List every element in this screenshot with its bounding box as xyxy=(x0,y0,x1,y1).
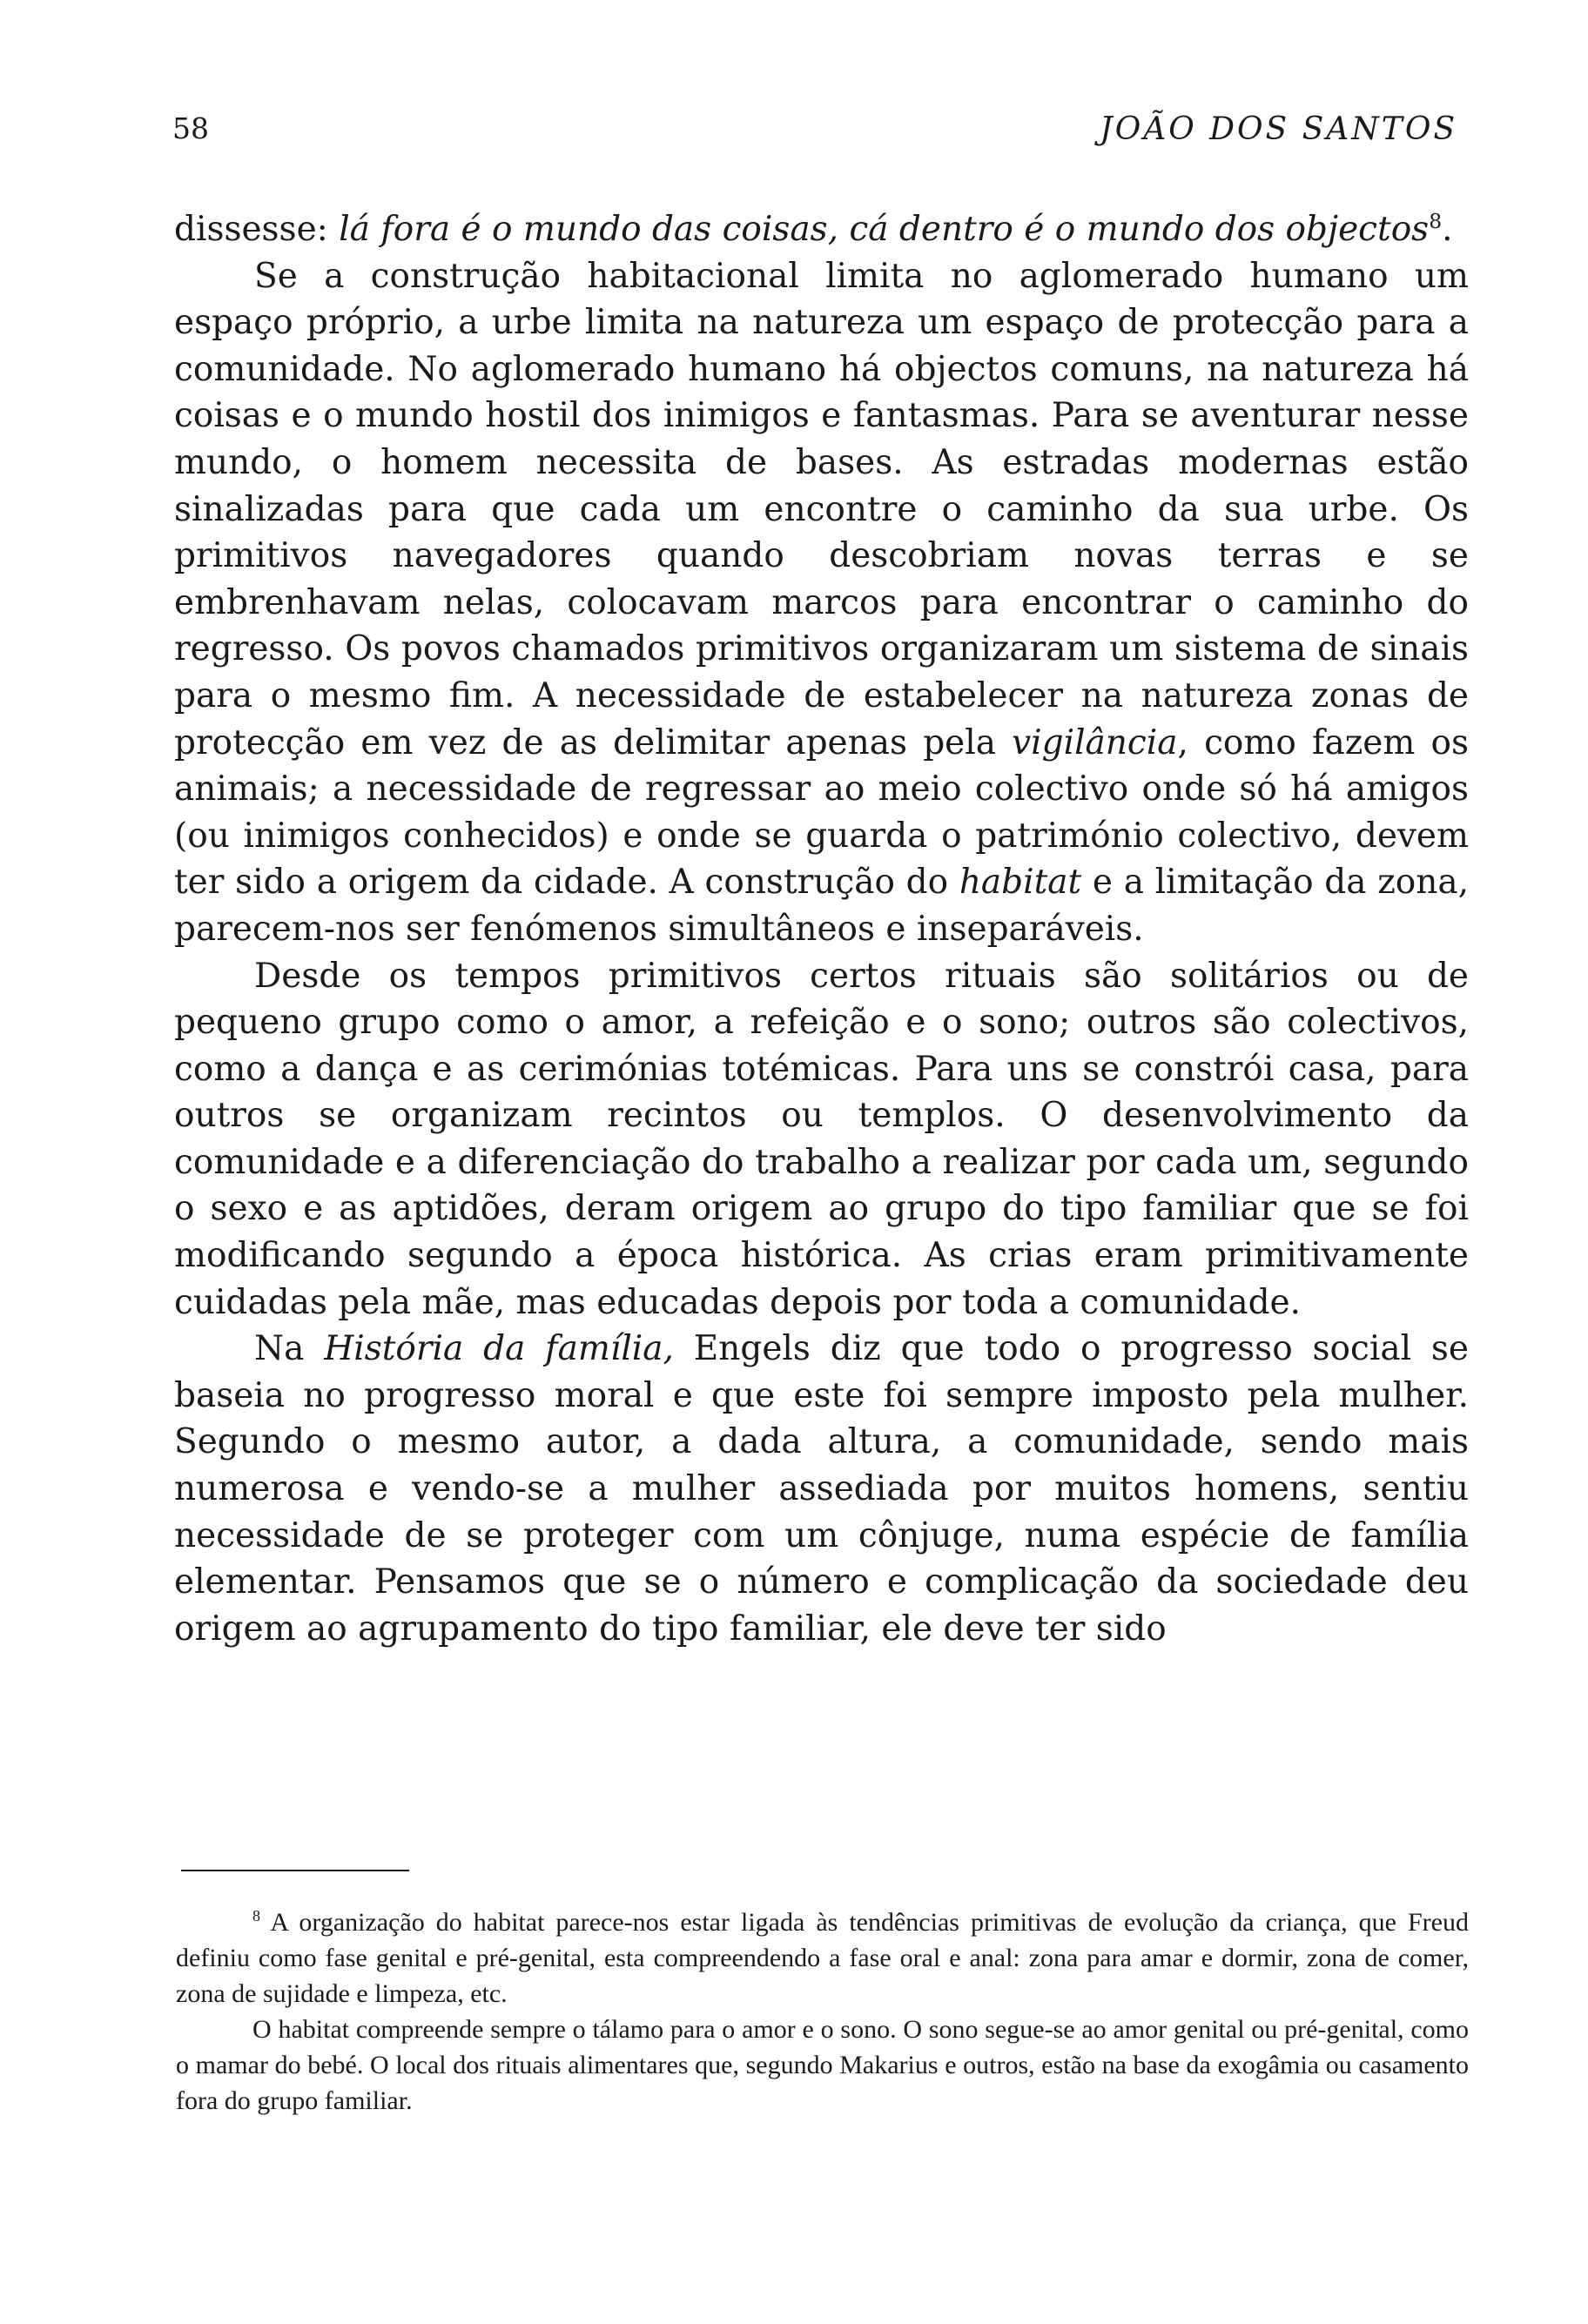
paragraph xyxy=(174,1326,1469,1652)
footnote-text: A organização do habitat parece-nos estar ligada às tendências primitivas de evolução da criança, que Freud definiu como fase genital e pré-genital, esta compreendendo a fase oral e anal: zona para amar e dormir, zona de comer, zona de sujidade e limpeza, etc. xyxy=(176,1908,1469,2008)
italic-text-span: lá fora é o mundo das coisas, cá dentro é o mundo dos objectos xyxy=(339,210,1430,249)
text-span: . xyxy=(1442,210,1453,249)
paragraph xyxy=(174,206,1469,253)
italic-text-span: vigilância xyxy=(1012,722,1178,762)
italic-text-span: habitat xyxy=(959,863,1082,903)
page-number: 58 xyxy=(172,111,209,145)
italic-text-span: História da família, xyxy=(324,1329,674,1369)
text-span: dissesse: xyxy=(174,210,340,249)
text-span: e a limitação da zona, parecem-nos ser fenómenos simultâneos e inseparáveis. xyxy=(174,863,1469,949)
paragraph xyxy=(174,253,1469,953)
footnote xyxy=(176,1904,1469,2012)
running-head: JOÃO DOS SANTOS xyxy=(1100,111,1457,147)
paragraph xyxy=(174,953,1469,1327)
footnote xyxy=(176,2012,1469,2119)
footnote-number: 8 xyxy=(252,1907,260,1924)
footnotes xyxy=(176,1904,1469,2119)
text-span: Engels diz que todo o progresso social se baseia no progresso moral e que este foi sempre imposto pela mulher. Segundo o mesmo autor, a dada altura, a comunidade, sendo mais numerosa e vendo-se a mulher assediada por muitos homens, sentiu necessidade de se proteger com um cônjuge, numa espécie de família elementar. Pensamos que se o número e complicação da sociedade deu origem ao agrupamento do tipo familiar, ele deve ter sido xyxy=(174,1329,1470,1649)
page-header xyxy=(172,111,1457,155)
text-span: Na xyxy=(254,1329,325,1369)
body-text xyxy=(174,206,1469,1652)
text-span: Se a construção habitacional limita no aglomerado humano um espaço próprio, a urbe limita na natureza um espaço de protecção para a comunidade. No aglomerado humano há objectos comuns, na natureza há coisas e o mundo hostil dos inimigos e fantasmas. Para se aventurar nesse mundo, o homem necessita de bases. As estradas modernas estão sinalizadas para que cada um encontre o caminho da sua urbe. Os primitivos navegadores quando descobriam novas terras e se embrenhavam nelas, colocavam marcos para encontrar o caminho do regresso. Os povos chamados primitivos organizaram um sistema de sinais para o mesmo fim. A necessidade de estabelecer na natureza zonas de protecção em vez de as delimitar apenas pela xyxy=(174,256,1469,762)
footnote-text: O habitat compreende sempre o tálamo para o amor e o sono. O sono segue-se ao amor genital ou pré-genital, como o mamar do bebé. O local dos rituais alimentares que, segundo Makarius e outros, estão na base da exogâmia ou casamento fora do grupo familiar. xyxy=(176,2015,1469,2115)
text-span: Desde os tempos primitivos certos rituais são solitários ou de pequeno grupo como o amor, a refeição e o sono; outros são colectivos, como a dança e as cerimónias totémicas. Para uns se constrói casa, para outros se organizam recintos ou templos. O desenvolvimento da comunidade e a diferenciação do trabalho a realizar por cada um, segundo o sexo e as aptidões, deram origem ao grupo do tipo familiar que se foi modificando segundo a época histórica. As crias eram primitivamente cuidadas pela mãe, mas educadas depois por toda a comunidade. xyxy=(174,956,1469,1322)
footnote-divider xyxy=(181,1870,409,1871)
text-span: , como fazem os animais; a necessidade de regressar ao meio colectivo onde só há amigos (ou inimigos conhecidos) e onde se guarda o património colectivo, devem ter sido a origem da cidade. A construção do xyxy=(174,722,1469,903)
footnote-reference: 8 xyxy=(1429,209,1443,233)
